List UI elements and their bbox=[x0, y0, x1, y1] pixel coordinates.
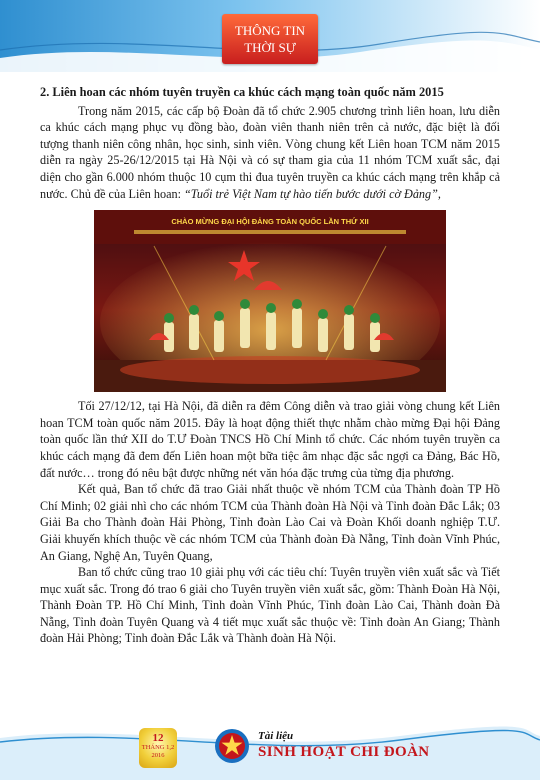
issue-number: 12 bbox=[152, 732, 164, 744]
article-paragraph-4: Ban tổ chức cũng trao 10 giải phụ với các tiêu chí: Tuyên truyền viên xuất sắc và Tiết mục xuất sắc. Trong đó trao 6 giải cho Tuyên truyền viên xuất sắc, gồm: Thành Đoàn Hà Nội, Thành Đoàn TP. Hồ Chí Minh, Tỉnh đoàn Vĩnh Phúc, Tỉnh đoàn Lào Cai, Thành đoàn Đà Nẵng, Tỉnh đoàn Tuyên Quang và 4 tiết mục xuất sắc thuộc về: Tỉnh đoàn An Giang; Thành đoàn Hải Phòng; Tỉnh đoàn Đắc Lắk và Thành đoàn Hà Nội. bbox=[40, 565, 500, 646]
issue-month: THÁNG 1,2 bbox=[141, 744, 175, 751]
photo-banner-text: CHÀO MỪNG ĐẠI HỘI ĐẢNG TOÀN QUỐC LẦN THỨ XII bbox=[171, 217, 369, 227]
article-body bbox=[40, 84, 500, 647]
festival-stage-photo bbox=[94, 210, 446, 392]
article-heading: 2. Liên hoan các nhóm tuyên truyền ca khúc cách mạng toàn quốc năm 2015 bbox=[40, 85, 444, 99]
festival-theme: “Tuổi trẻ Việt Nam tự hào tiến bước dưới cờ Đảng”, bbox=[184, 186, 441, 201]
article-paragraph-1 bbox=[40, 103, 500, 203]
issue-badge bbox=[139, 728, 177, 768]
youth-union-logo-icon bbox=[214, 728, 250, 764]
section-tag-line2: THỜI SỰ bbox=[244, 40, 296, 55]
issue-year: 2016 bbox=[151, 752, 165, 759]
paragraph-1-text: Trong năm 2015, các cấp bộ Đoàn đã tổ chức 2.905 chương trình liên hoan, lưu diễn ca khúc cách mạng phục vụ đồng bào, đoàn viên thanh niên trên cả nước, đặc biệt là đối tượng thanh niên công nhân, học sinh, sinh viên. Vòng chung kết Liên hoan TCM năm 2015 diễn ra ngày 25-26/12/2015 tại Hà Nội và có sự tham gia của 11 nhóm TCM xuất sắc, đại diện cho gần 6.000 nhóm thuộc 10 cụm thi đua tuyên truyền ca khúc cách mạng trên khắp cả nước. Chủ đề của Liên hoan: bbox=[40, 103, 500, 201]
article-paragraph-3: Kết quả, Ban tổ chức đã trao Giải nhất thuộc về nhóm TCM của Thành đoàn TP Hồ Chí Minh; 02 giải nhì cho các nhóm TCM của Thành đoàn Hà Nội và Tỉnh đoàn Đắc Lắk; 03 Giải Ba cho Thành đoàn Hải Phòng, Tỉnh đoàn Lào Cai và Đoàn Khối doanh nghiệp T.Ư. Giải khuyến khích thuộc về các nhóm TCM của Thành đoàn Đà Nẵng, Tỉnh đoàn Vĩnh Phúc, An Giang, Nghệ An, Tuyên Quang, bbox=[40, 482, 500, 563]
footer-publication-title: SINH HOẠT CHI ĐOÀN bbox=[258, 744, 430, 760]
article-paragraph-2: Tối 27/12/12, tại Hà Nội, đã diễn ra đêm Công diễn và trao giải vòng chung kết Liên hoan TCM toàn quốc năm 2015. Đây là hoạt động thiết thực nhằm chào mừng Đại hội Đảng toàn quốc lần thứ XII do T.Ư Đoàn TNCS Hồ Chí Minh tổ chức. Các nhóm tuyên truyền ca khúc cách mạng đã đem đến Liên hoan một bữa tiệc âm nhạc đặc sắc ngợi ca Đảng, Bác Hồ, đất nước… trong đó nêu bật được những nét văn hóa đặc trưng của từng địa phương. bbox=[40, 399, 500, 480]
section-tag bbox=[222, 14, 318, 64]
section-tag-line1: THÔNG TIN bbox=[234, 23, 306, 38]
footer-label-small: Tài liệu bbox=[258, 730, 294, 742]
